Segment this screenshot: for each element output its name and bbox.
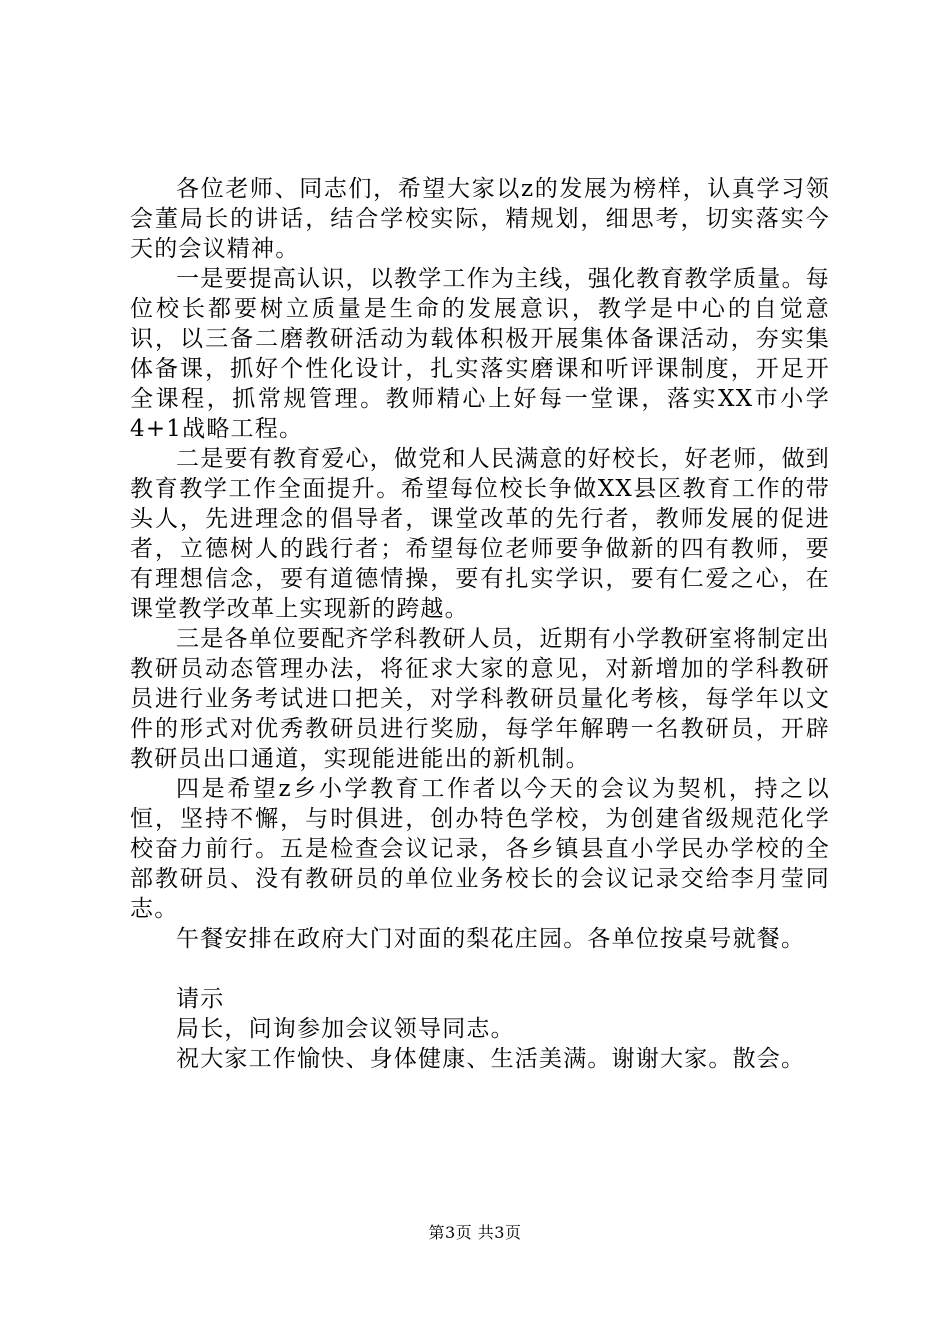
closing-line-request: 请示 bbox=[176, 986, 225, 1012]
lunch-note: 午餐安排在政府大门对面的梨花庄园。各单位按桌号就餐。 bbox=[176, 926, 806, 952]
paragraph-point-two: 二是要有教育爱心，做党和人民满意的好校长，好老师，做到教育教学工作全面提升。希望每位校长争做XX县区教育工作的带头人，先进理念的倡导者，课堂改革的先行者，教师发展的促进者，立德树人的践行者；希望每位老师要争做新的四有教师，要有理想信念，要有道德情操，要有扎实学识，要有仁爱之心，在课堂教学改革上实现新的跨越。 bbox=[130, 446, 830, 622]
closing-line-farewell: 祝大家工作愉快、身体健康、生活美满。谢谢大家。散会。 bbox=[176, 1046, 806, 1072]
paragraph-point-three: 三是各单位要配齐学科教研人员，近期有小学教研室将制定出教研员动态管理办法，将征求大家的意见，对新增加的学科教研员进行业务考试进口把关，对学科教研员量化考核，每学年以文件的形式对优秀教研员进行奖励，每学年解聘一名教研员，开辟教研员出口通道，实现能进能出的新机制。 bbox=[130, 626, 830, 772]
paragraph-point-one: 一是要提高认识，以教学工作为主线，强化教育教学质量。每位校长都要树立质量是生命的发展意识，教学是中心的自觉意识，以三备二磨教研活动为载体积极开展集体备课活动，夯实集体备课，抓好个性化设计，扎实落实磨课和听评课制度，开足开全课程，抓常规管理。教师精心上好每一堂课，落实XX市小学4+1战略工程。 bbox=[130, 266, 830, 442]
paragraph-intro: 各位老师、同志们，希望大家以z的发展为榜样，认真学习领会董局长的讲话，结合学校实际，精规划，细思考，切实落实今天的会议精神。 bbox=[130, 176, 830, 262]
paragraph-point-four: 四是希望z乡小学教育工作者以今天的会议为契机，持之以恒，坚持不懈，与时俱进，创办特色学校，为创建省级规范化学校奋力前行。五是检查会议记录，各乡镇县直小学民办学校的全部教研员、没有教研员的单位业务校长的会议记录交给李月莹同志。 bbox=[130, 776, 830, 922]
document-body bbox=[130, 174, 830, 1074]
page-number-footer: 第3页 共3页 bbox=[428, 1223, 522, 1242]
closing-line-director: 局长，问询参加会议领导同志。 bbox=[176, 1016, 515, 1042]
